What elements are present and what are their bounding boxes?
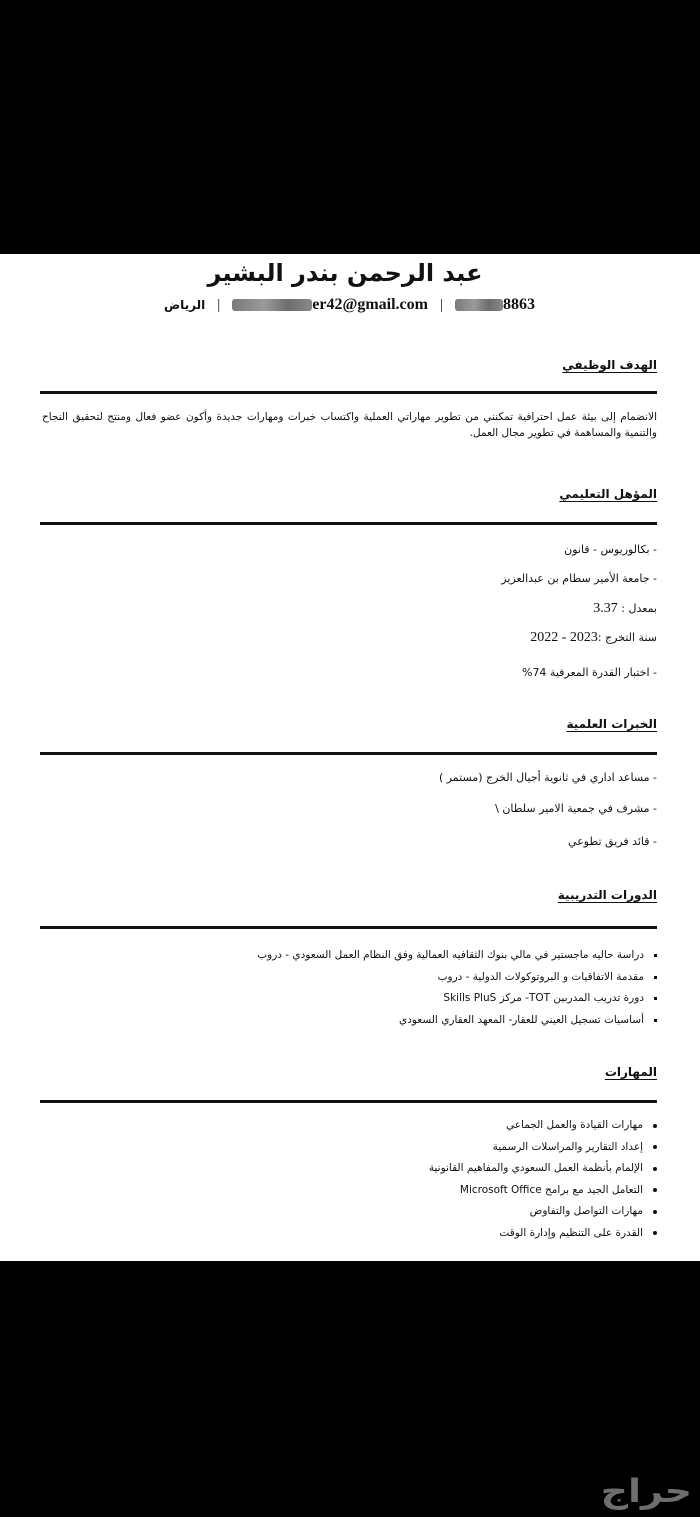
course-text: مقدمة الاتفاقيات و البروتوكولات الدولية - دروب [437,970,644,983]
course-text: دراسة حاليه ماجستير في مالي بنوك الثقافيه العمالية وفق النظام العمل السعودي - دروب [257,949,644,961]
email-suffix: er42@gmail.com [312,296,428,313]
graduation-value: 2022 - 2023 [530,630,598,645]
courses-list [257,945,657,1031]
bullet-icon [653,1231,657,1235]
skill-item [429,1137,657,1159]
course-item [257,945,657,967]
bullet-icon [653,1210,657,1214]
experience-item: - مساعد اداري في ثانوية أجيال الخرج (مستمر ) [438,771,657,784]
section-title-skills: المهارات [604,1065,657,1079]
bottom-black-band [0,1261,700,1517]
experience-item: - مشرف في جمعية الامير سلطان \ [495,802,657,815]
skill-text: التعامل الجيد مع برامج Microsoft Office [459,1183,643,1196]
resume-page [0,254,700,1261]
bullet-icon [653,1124,657,1128]
bullet-icon [654,997,657,1000]
skill-text: مهارات التواصل والتفاوض [529,1205,643,1217]
skill-item [429,1158,657,1180]
section-title-objective: الهدف الوظيفي [562,358,657,372]
experience-item: - قائد فريق تطوعي [568,835,657,848]
course-text: أساسيات تسجيل العيني للعقار- المعهد العقاري السعودي [398,1013,644,1026]
education-gpa [593,601,657,617]
bullet-icon [653,1167,657,1171]
phone-number [455,296,535,314]
education-university: - جامعة الأمير سطام بن عبدالعزيز [501,572,657,585]
section-title-education: المؤهل التعليمي [559,487,657,501]
graduation-label: سنة التخرج : [597,631,657,644]
divider [40,752,657,755]
skills-list [429,1115,657,1244]
separator: | [439,296,443,313]
bullet-icon [653,1145,657,1149]
divider [40,391,657,394]
separator: | [217,296,221,313]
objective-text: الانضمام إلى بيئة عمل احترافية تمكنني من تطوير مهاراتي العملية واكتساب خبرات ومهارات جديدة وأكون عضو فعال ومنتج لتحقيق النجاح والتنمية والمساهمة في تطوير مجال العمل. [42,411,657,439]
skill-item [429,1115,657,1137]
skill-item [429,1223,657,1245]
education-degree: - بكالوريوس - قانون [564,543,657,556]
course-item [257,988,657,1010]
skill-item [429,1201,657,1223]
phone-redaction [455,299,503,311]
email-redaction [232,299,312,311]
course-item [257,1010,657,1032]
education-test: - اختبار القدرة المعرفية 74% [521,666,657,679]
gpa-value: 3.37 [593,601,618,616]
email-address [232,296,428,314]
gpa-label: بمعدل : [621,602,657,615]
phone-suffix: 8863 [503,296,535,313]
skill-text: القدرة على التنظيم وإدارة الوقت [499,1226,643,1239]
bullet-icon [654,1019,657,1022]
city: الرياض [163,298,206,312]
divider [40,926,657,929]
skill-text: إعداد التقارير والمراسلات الرسمية [492,1140,643,1153]
top-black-band [0,0,700,254]
contact-line [164,296,535,314]
bullet-icon [653,1188,657,1192]
divider [40,1100,657,1103]
candidate-name: عبد الرحمن بندر البشير [207,259,483,287]
skill-item [429,1180,657,1202]
skill-text: مهارات القيادة والعمل الجماعي [506,1119,643,1131]
course-text: دورة تدريب المدربين TOT- مركز Skills PluS [443,992,644,1004]
bullet-icon [654,954,657,957]
section-title-experience: الخبرات العلمية [566,717,657,731]
bullet-icon [654,976,657,979]
education-graduation [530,630,657,646]
section-title-courses: الدورات التدريبية [557,888,657,902]
course-item [257,967,657,989]
divider [40,522,657,525]
skill-text: الإلمام بأنظمة العمل السعودي والمفاهيم القانونية [428,1162,643,1174]
haraj-watermark: حراج [600,1472,692,1510]
